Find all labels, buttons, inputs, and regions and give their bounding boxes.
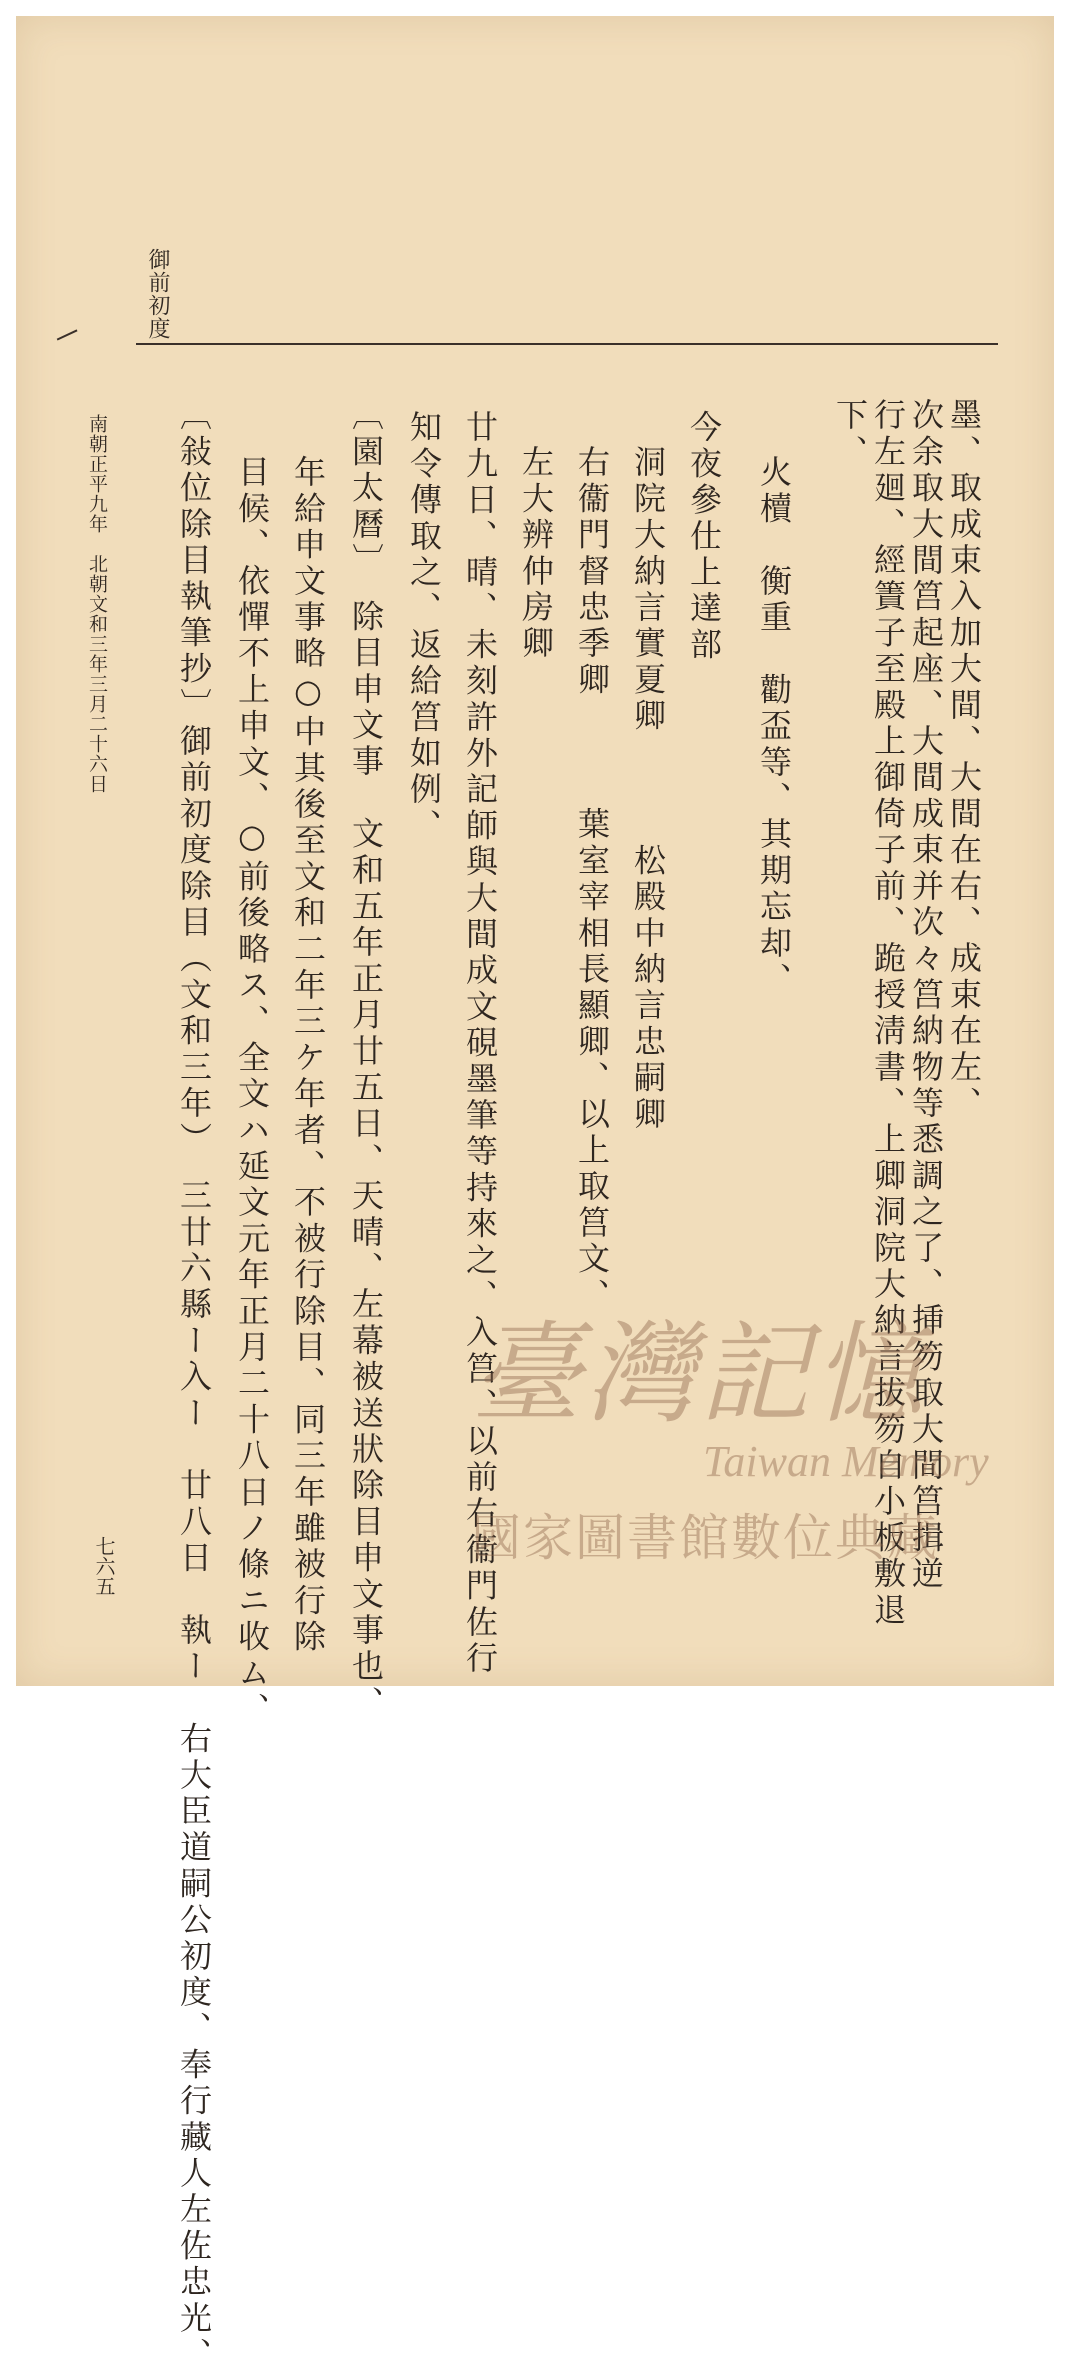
running-header: 御前初度 bbox=[145, 248, 170, 340]
text-column: 墨、取成束入加大間、大間在右、成束在左、 bbox=[945, 398, 983, 1122]
text-column: 目候、依憚不上申文、○前後略ス、全文ハ延文元年正月二十八日ノ條ニ收ム、 bbox=[233, 455, 271, 1728]
watermark-english: Taiwan Memory bbox=[703, 1437, 989, 1486]
header-rule bbox=[136, 343, 998, 345]
text-column: 〔園太曆〕 除目申文事 文和五年正月廿五日、天晴、左幕被送狀除目申文事也、 bbox=[347, 398, 385, 1722]
text-column: 左大辨仲房卿 bbox=[517, 445, 555, 663]
watermark-subtitle: 國家圖書館數位典藏 bbox=[471, 1509, 939, 1567]
text-column: 火櫝 衡重 勸盃等、其期忘却、 bbox=[755, 455, 793, 998]
book-page bbox=[16, 16, 1054, 2373]
text-column: 今夜參仕上達部 bbox=[685, 410, 723, 664]
text-column: 廿九日、晴、未刻許外記師與大間成文硯墨筆等持來之、入筥、以前右衞門佐行 bbox=[461, 410, 499, 1677]
text-column: 知令傳取之、返給筥如例、 bbox=[405, 410, 443, 845]
rule-notch bbox=[57, 329, 78, 340]
text-column: 洞院大納言實夏卿 松殿中納言忠嗣卿 bbox=[629, 445, 667, 1133]
text-column: 行左廻、經簀子至殿上御倚子前、跪授淸書、上卿洞院大納言拔笏自小板敷退 bbox=[869, 398, 907, 1629]
era-footer: 南朝正平九年 北朝文和三年三月二十六日 bbox=[86, 414, 108, 794]
page-number: 七六五 bbox=[92, 1536, 116, 1596]
watermark bbox=[471, 1286, 1031, 1567]
text-column: 下、 bbox=[831, 398, 869, 471]
watermark-title: 臺灣記憶 bbox=[471, 1310, 927, 1438]
text-column: 次余取大間筥起座、大間成束并次々筥納物等悉調之了、挿笏取大間筥揖逆 bbox=[907, 398, 945, 1593]
text-column: 右衞門督忠季卿 葉室宰相長顯卿、以上取筥文、 bbox=[573, 445, 611, 1314]
text-column: 〔敍位除目執筆抄〕御前初度除目（文和三年） 三廿六縣ー入ー 廿八日 執ー 右大臣道嗣公初度、奉行藏人左佐忠光、 bbox=[175, 398, 213, 2373]
text-column: 年給申文事略○中其後至文和二年三ケ年者、不被行除目、同三年雖被行除 bbox=[289, 455, 327, 1656]
